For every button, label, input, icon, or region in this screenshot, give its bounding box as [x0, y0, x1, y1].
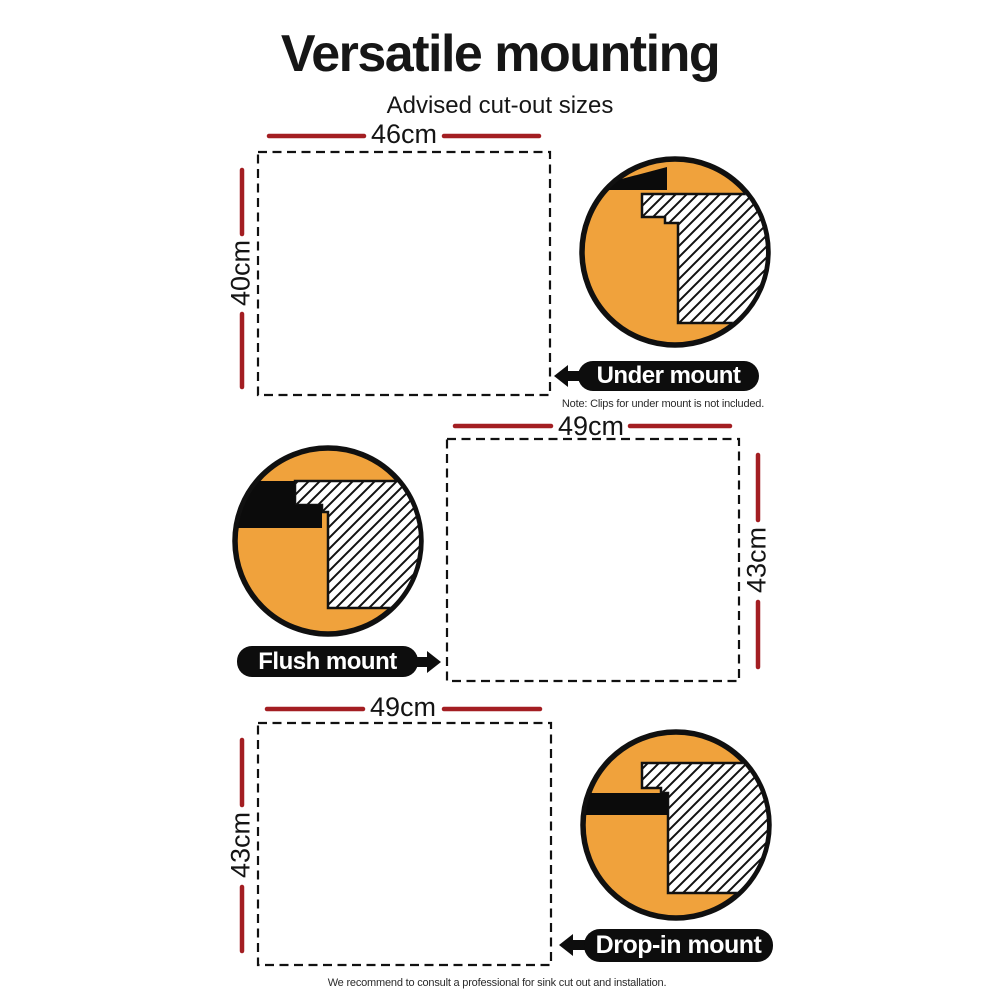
cutout-rect-under: [258, 152, 550, 395]
flush-mount-diagram: [228, 441, 428, 641]
cutout-rect-flush: [447, 439, 739, 681]
width-label-flush: 49cm: [557, 411, 625, 441]
height-label-under: 40cm: [225, 239, 256, 307]
height-label-flush: 43cm: [741, 526, 772, 594]
flush-mount-label-text: Flush mount: [258, 647, 397, 675]
width-label-dropin: 49cm: [369, 692, 437, 722]
arrow-left-icon: [554, 363, 580, 389]
arrow-left-icon: [559, 932, 585, 958]
width-label-under: 46cm: [370, 119, 438, 149]
dropin-mount-label-text: Drop-in mount: [595, 931, 762, 959]
flush-mount-label: [237, 646, 418, 677]
height-label-dropin: 43cm: [225, 811, 256, 879]
dropin-mount-label: [584, 929, 773, 962]
page-subtitle: Advised cut-out sizes: [386, 92, 614, 119]
arrow-right-icon: [415, 649, 441, 675]
under-mount-note: Note: Clips for under mount is not included.: [561, 398, 765, 410]
cutout-rect-dropin: [258, 723, 551, 965]
page-title: Versatile mounting: [280, 25, 720, 83]
under-mount-label-text: Under mount: [596, 362, 741, 389]
footer-note: We recommend to consult a professional for sink cut out and installation.: [327, 977, 667, 989]
sink-flange-dropin: [580, 793, 668, 815]
dropin-mount-diagram: [576, 725, 776, 925]
under-mount-diagram: [575, 152, 775, 352]
under-mount-label: [578, 361, 759, 391]
